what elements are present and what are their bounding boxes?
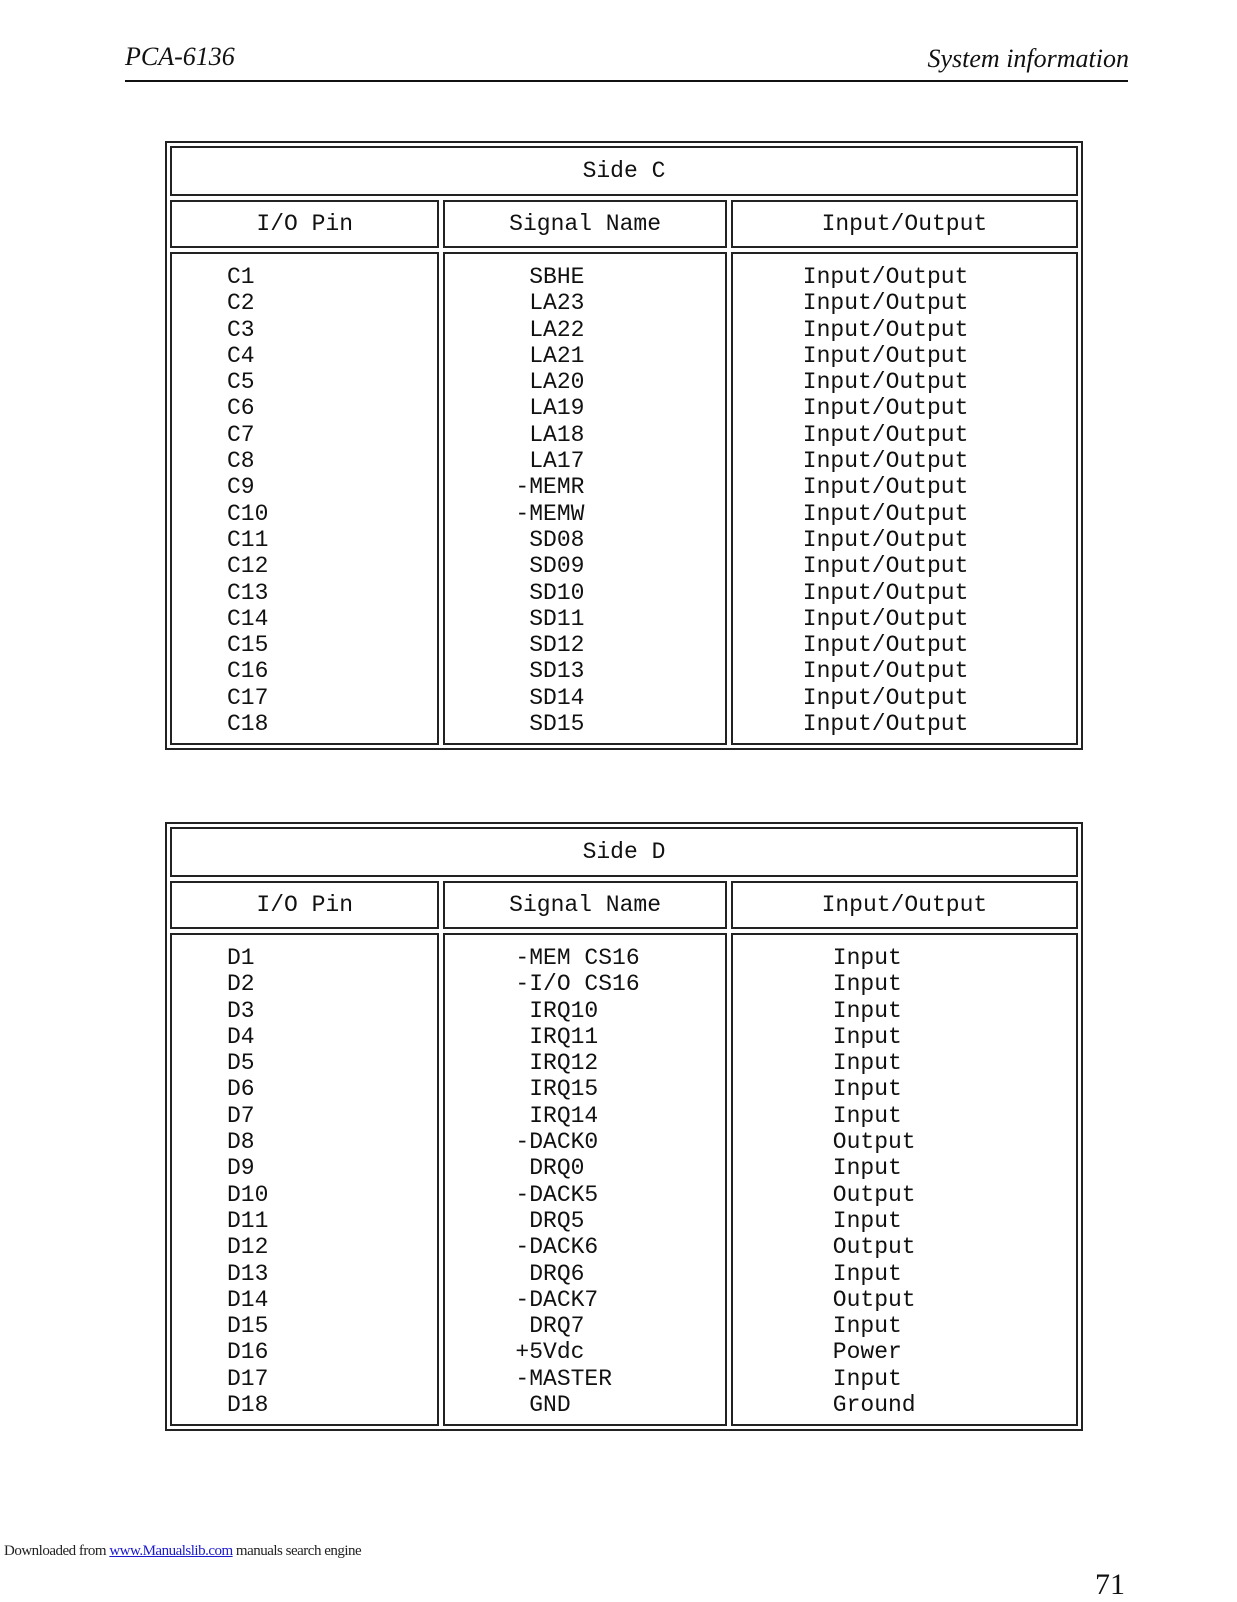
input-output-cell: Input/Output — [802, 369, 969, 396]
signal-name-cell: LA22 — [515, 316, 585, 343]
input-output-column — [731, 252, 1078, 745]
io-pin-cell: C12 — [227, 553, 269, 580]
signal-name-cell: SD10 — [515, 579, 585, 606]
input-output-cell: Input/Output — [802, 421, 969, 448]
signal-name-cell: DRQ7 — [515, 1313, 585, 1340]
input-output-cell: Input — [832, 1365, 902, 1392]
signal-name-cell: -DACK6 — [515, 1234, 599, 1261]
signal-name-cell: -DACK7 — [515, 1286, 599, 1313]
input-output-cell: Input — [832, 1207, 902, 1234]
signal-name-cell: -MEM CS16 — [515, 945, 640, 971]
document-title: PCA-6136 — [125, 42, 235, 71]
column-header-io-pin: I/O Pin — [170, 881, 439, 929]
signal-name-column — [443, 252, 726, 745]
input-output-cell: Ground — [832, 1392, 916, 1419]
input-output-cell: Input/Output — [802, 579, 969, 606]
io-pin-cell: D17 — [227, 1365, 269, 1392]
io-pin-cell: D1 — [227, 945, 255, 971]
signal-name-column — [443, 933, 726, 1426]
input-output-cell: Input/Output — [802, 711, 969, 738]
signal-name-cell: -DACK0 — [515, 1129, 599, 1156]
input-output-cell: Input/Output — [802, 500, 969, 527]
io-pin-cell: C14 — [227, 605, 269, 632]
input-output-cell: Input/Output — [802, 605, 969, 632]
input-output-cell: Input/Output — [802, 395, 969, 422]
signal-name-cell: -I/O CS16 — [515, 971, 640, 998]
signal-name-cell: SD12 — [515, 632, 585, 659]
column-header-input-output: Input/Output — [731, 881, 1078, 929]
signal-name-cell: IRQ11 — [515, 1023, 599, 1050]
input-output-cell: Input/Output — [802, 290, 969, 317]
manualslib-link[interactable]: www.Manualslib.com — [109, 1543, 233, 1559]
input-output-cell: Input — [832, 1050, 902, 1077]
io-pin-cell: C16 — [227, 658, 269, 685]
input-output-cell: Input/Output — [802, 684, 969, 711]
io-pin-cell: C7 — [227, 421, 255, 448]
input-output-cell: Input — [832, 1260, 902, 1287]
io-pin-column — [170, 933, 439, 1426]
input-output-cell: Input/Output — [802, 474, 969, 501]
signal-name-cell: LA19 — [515, 395, 585, 422]
table-title: Side D — [170, 827, 1078, 877]
signal-name-cell: IRQ14 — [515, 1102, 599, 1129]
signal-name-cell: SBHE — [515, 264, 585, 290]
io-pin-cell: D16 — [227, 1339, 269, 1366]
signal-name-cell: IRQ15 — [515, 1076, 599, 1103]
signal-name-cell: LA21 — [515, 342, 585, 369]
io-pin-cell: D15 — [227, 1313, 269, 1340]
io-pin-cell: D13 — [227, 1260, 269, 1287]
input-output-cell: Input/Output — [802, 448, 969, 475]
column-header-input-output: Input/Output — [731, 200, 1078, 248]
signal-name-cell: LA20 — [515, 369, 585, 396]
signal-name-cell: +5Vdc — [515, 1339, 585, 1366]
io-pin-cell: C2 — [227, 290, 255, 317]
table-title: Side C — [170, 146, 1078, 196]
signal-name-cell: LA18 — [515, 421, 585, 448]
io-pin-cell: C3 — [227, 316, 255, 343]
section-title: System information — [927, 44, 1129, 73]
io-pin-cell: D5 — [227, 1050, 255, 1077]
input-output-cell: Output — [832, 1181, 916, 1208]
io-pin-cell: D7 — [227, 1102, 255, 1129]
io-pin-cell: D4 — [227, 1023, 255, 1050]
io-pin-cell: D11 — [227, 1207, 269, 1234]
io-pin-cell: C9 — [227, 474, 255, 501]
input-output-cell: Input — [832, 1102, 902, 1129]
signal-name-cell: DRQ6 — [515, 1260, 585, 1287]
signal-name-cell: DRQ0 — [515, 1155, 585, 1182]
io-pin-cell: D10 — [227, 1181, 269, 1208]
page-number: 71 — [1095, 1568, 1125, 1601]
column-header-signal-name: Signal Name — [443, 881, 726, 929]
io-pin-cell: C15 — [227, 632, 269, 659]
input-output-cell: Input/Output — [802, 658, 969, 685]
input-output-column — [731, 933, 1078, 1426]
input-output-cell: Input — [832, 971, 902, 998]
input-output-cell: Input — [832, 997, 902, 1024]
input-output-cell: Input — [832, 1313, 902, 1340]
signal-name-cell: SD11 — [515, 605, 585, 632]
signal-name-cell: SD08 — [515, 526, 585, 553]
io-pin-cell: D6 — [227, 1076, 255, 1103]
io-pin-cell: C13 — [227, 579, 269, 606]
footer-prefix: Downloaded from — [4, 1543, 110, 1559]
io-pin-cell: D12 — [227, 1234, 269, 1261]
io-pin-cell: C8 — [227, 448, 255, 475]
signal-name-cell: IRQ12 — [515, 1050, 599, 1077]
input-output-cell: Input/Output — [802, 526, 969, 553]
signal-name-cell: IRQ10 — [515, 997, 599, 1024]
signal-name-cell: SD13 — [515, 658, 585, 685]
io-pin-cell: D8 — [227, 1129, 255, 1156]
footer-suffix: manuals search engine — [232, 1543, 362, 1559]
io-pin-cell: C11 — [227, 526, 269, 553]
input-output-cell: Power — [832, 1339, 902, 1366]
io-pin-cell: D14 — [227, 1286, 269, 1313]
io-pin-cell: D3 — [227, 997, 255, 1024]
io-pin-cell: C18 — [227, 711, 269, 738]
signal-name-cell: SD14 — [515, 684, 585, 711]
io-pin-cell: D9 — [227, 1155, 255, 1182]
input-output-cell: Output — [832, 1129, 916, 1156]
signal-name-cell: -MASTER — [515, 1365, 613, 1392]
input-output-cell: Input/Output — [802, 342, 969, 369]
input-output-cell: Input/Output — [802, 632, 969, 659]
signal-name-cell: SD15 — [515, 711, 585, 738]
signal-name-cell: SD09 — [515, 553, 585, 580]
io-pin-cell: C5 — [227, 369, 255, 396]
io-pin-cell: D18 — [227, 1392, 269, 1419]
input-output-cell: Input — [832, 1155, 902, 1182]
input-output-cell: Input — [832, 1023, 902, 1050]
signal-name-cell: LA23 — [515, 290, 585, 317]
io-pin-cell: C1 — [227, 264, 255, 290]
signal-name-cell: -MEMW — [515, 500, 585, 527]
input-output-cell: Input/Output — [802, 264, 969, 290]
header-divider — [125, 80, 1128, 82]
input-output-cell: Input/Output — [802, 316, 969, 343]
side-d-table — [165, 822, 1083, 1431]
input-output-cell: Input — [832, 945, 902, 971]
input-output-cell: Output — [832, 1286, 916, 1313]
signal-name-cell: GND — [515, 1392, 571, 1419]
input-output-cell: Input — [832, 1076, 902, 1103]
signal-name-cell: -DACK5 — [515, 1181, 599, 1208]
signal-name-cell: LA17 — [515, 448, 585, 475]
io-pin-cell: D2 — [227, 971, 255, 998]
footer — [4, 1543, 361, 1560]
column-header-io-pin: I/O Pin — [170, 200, 439, 248]
signal-name-cell: -MEMR — [515, 474, 585, 501]
column-header-signal-name: Signal Name — [443, 200, 726, 248]
input-output-cell: Input/Output — [802, 553, 969, 580]
signal-name-cell: DRQ5 — [515, 1207, 585, 1234]
input-output-cell: Output — [832, 1234, 916, 1261]
side-c-table — [165, 141, 1083, 750]
io-pin-cell: C4 — [227, 342, 255, 369]
io-pin-column — [170, 252, 439, 745]
io-pin-cell: C6 — [227, 395, 255, 422]
io-pin-cell: C17 — [227, 684, 269, 711]
io-pin-cell: C10 — [227, 500, 269, 527]
